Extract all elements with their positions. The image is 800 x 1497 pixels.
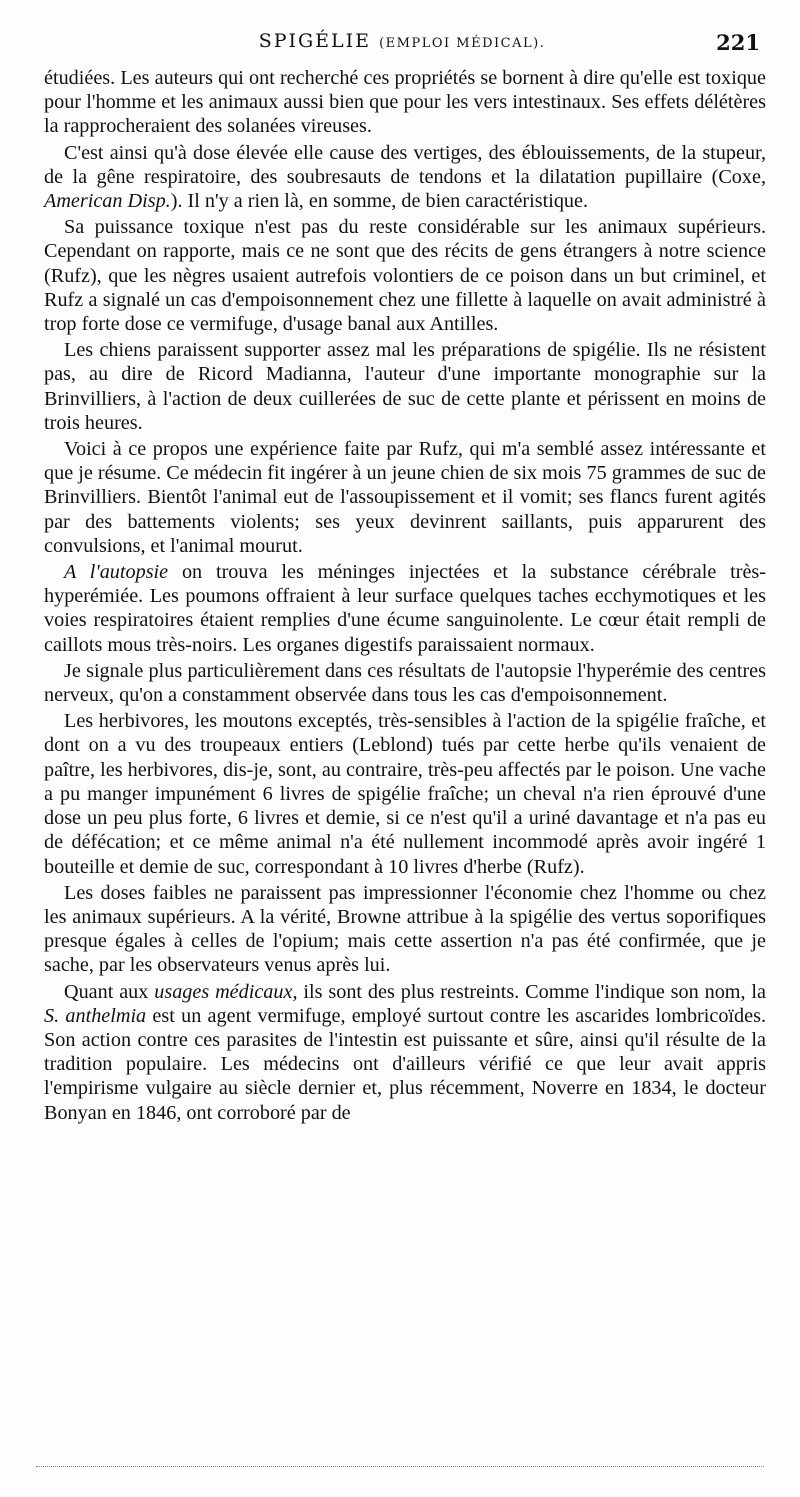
paragraph-2: [44, 141, 766, 214]
paragraph-7-text: Je signale plus particulièrement dans ces résultats de l'autopsie l'hyperémie des centres nerveux, qu'on a constamment observée dans tous les cas d'empoisonnement.: [44, 659, 766, 707]
paragraph-3: [44, 215, 766, 336]
paragraph-6-italic-lead: A l'autopsie: [64, 561, 169, 584]
running-title-main: SPIGÉLIE: [258, 30, 372, 52]
paragraph-2-citation: American Disp.: [44, 190, 171, 213]
running-title-sub: (EMPLOI MÉDICAL).: [379, 36, 546, 51]
paragraph-10-text-c: est un agent vermifuge, employé surtout contre les ascarides lombricoïdes. Son action contre ces parasites de l'intestin est puissante et sûre, ainsi qu'il résulte de la tradition populaire. Les médecins ont d'ailleurs vérifié ce que leur avait appris l'empirisme vulgaire au siècle dernier et, plus récemment, Noverre en 1834, le docteur Bonyan en 1846, ont corroboré par de: [44, 1004, 767, 1124]
paragraph-2-text-a: C'est ainsi qu'à dose élevée elle cause des vertiges, des éblouissements, de la stupeur, de la gêne respiratoire, des soubresauts de tendons et la dilatation pupillaire (Coxe,: [44, 141, 766, 188]
paragraph-2-text-b: ). Il n'y a rien là, en somme, de bien caractéristique.: [170, 190, 589, 213]
paragraph-10-text-b: ils sont des plus restreints. Comme l'indique son nom, la: [297, 980, 767, 1003]
paragraph-10-italic-b: S. anthelmia: [44, 1004, 147, 1027]
paragraph-1: [44, 66, 766, 139]
paragraph-10-text-a: Quant aux: [64, 980, 155, 1003]
running-title: [44, 30, 760, 52]
paragraph-9: [44, 881, 766, 978]
paragraph-10-italic-a: usages médicaux,: [154, 980, 298, 1003]
paragraph-1-text: étudiées. Les auteurs qui ont recherché ces propriétés se bornent à dire qu'elle est toxique pour l'homme et les animaux aussi bien que pour les vers intestinaux. Ses effets délétères la rapprocheraient des solanées vireuses.: [44, 67, 766, 138]
paragraph-9-text: Les doses faibles ne paraissent pas impressionner l'économie chez l'homme ou chez les animaux supérieurs. A la vérité, Browne attribue à la spigélie des vertus soporifiques presque égales à celles de l'opium; mais cette assertion n'a pas été confirmée, que je sache, par les observateurs venus après lui.: [44, 881, 766, 977]
paragraph-4: [44, 338, 766, 435]
paragraph-6-text: on trouva les méninges injectées et la substance cérébrale très-hyperémiée. Les poumons offraient à leur surface quelques taches ecchymotiques et les voies respiratoires étaient remplies d'une écume sanguinolente. Le cœur était rempli de caillots mous très-noirs. Les organes digestifs paraissaient normaux.: [44, 561, 766, 656]
paragraph-8-text: Les herbivores, les moutons exceptés, très-sensibles à l'action de la spigélie fraîche, et dont on a vu des troupeaux entiers (Leblond) tués par cette herbe qu'ils venaient de paître, les herbivores, dis-je, sont, au contraire, très-peu affectés par le poison. Une vache a pu manger impunément 6 livres de spigélie fraîche; un cheval n'a rien éprouvé d'une dose un peu plus forte, 6 livres et demie, si ce n'est qu'il a uriné davantage et n'a pas eu de défécation; et ce même animal n'a été nullement incommodé après avoir ingéré 1 bouteille et demie de suc, correspondant à 10 livres d'herbe (Rufz).: [44, 710, 766, 878]
paragraph-6: [44, 560, 766, 657]
paragraph-4-text: Les chiens paraissent supporter assez mal les préparations de spigélie. Ils ne résistent pas, au dire de Ricord Madianna, l'auteur d'une importante monographie sur la Brinvilliers, à l'action de deux cuillerées de suc de cette plante et périssent en moins de trois heures.: [44, 339, 766, 434]
paragraph-10: [44, 980, 766, 1125]
paragraph-8: [44, 709, 766, 878]
paragraph-3-text: Sa puissance toxique n'est pas du reste considérable sur les animaux supérieurs. Cependant on rapporte, mais ce ne sont que des récits de gens étrangers à notre science (Rufz), que les nègres usaient autrefois volontiers de ce poison dans un but criminel, et Rufz a signalé un cas d'empoisonnement chez une fillette à laquelle on avait administré à trop forte dose ce vermifuge, d'usage banal aux Antilles.: [44, 216, 766, 336]
paragraph-7: [44, 659, 766, 707]
paragraph-5: [44, 437, 766, 558]
page-number: 221: [716, 30, 760, 55]
running-head: [44, 30, 760, 60]
body-text: [44, 66, 766, 1127]
paragraph-5-text: Voici à ce propos une expérience faite par Rufz, qui m'a semblé assez intéressante et que je résume. Ce médecin fit ingérer à un jeune chien de six mois 75 grammes de suc de Brinvilliers. Bientôt l'animal eut de l'assoupissement et il vomit; ses flancs furent agités par des battements violents; ses yeux devinrent saillants, puis apparurent des convulsions, et l'animal mourut.: [44, 438, 766, 557]
footer-rule: [36, 1466, 764, 1467]
